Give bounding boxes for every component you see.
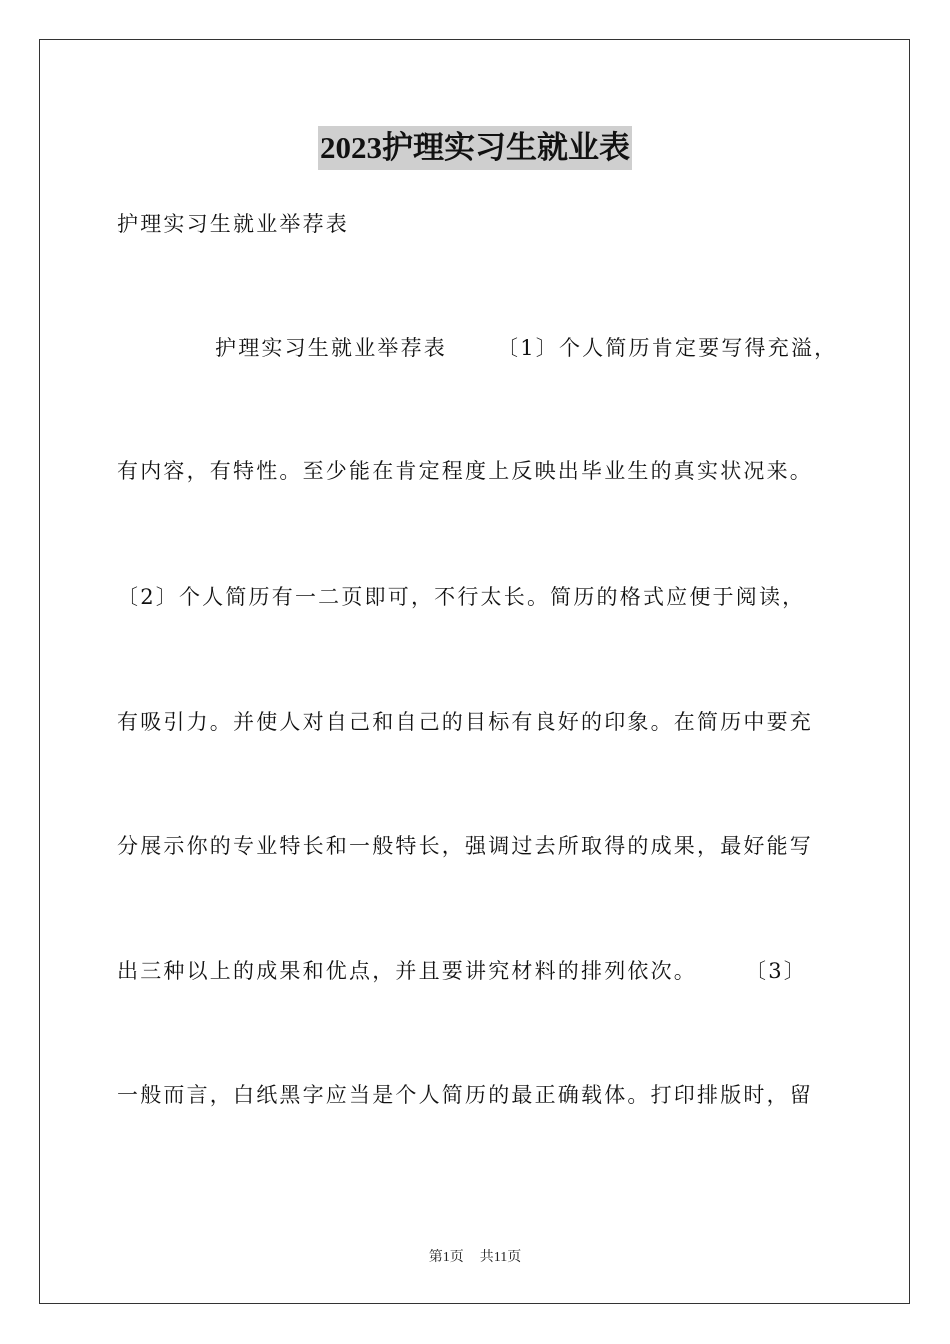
paragraph-line-1: [215, 333, 855, 363]
paragraph-line-7: 一般而言，白纸黑字应当是个人简历的最正确载体。打印排版时，留: [117, 1083, 813, 1107]
paragraph-line-5: 分展示你的专业特长和一般特长，强调过去所取得的成果，最好能写: [117, 834, 813, 858]
document-subtitle: 护理实习生就业举荐表: [117, 212, 349, 236]
paragraph-marker: 〔3〕: [745, 959, 807, 983]
paragraph-line-6: [117, 956, 837, 986]
page-total: 共11页: [479, 1250, 522, 1265]
paragraph-heading: 护理实习生就业举荐表: [215, 336, 447, 360]
page-footer: [0, 1246, 950, 1266]
paragraph-line-3: 〔2〕个人简历有一二页即可，不行太长。简历的格式应便于阅读，: [117, 585, 806, 609]
document-title: 2023护理实习生就业表: [318, 126, 632, 170]
paragraph-line-4: 有吸引力。并使人对自己和自己的目标有良好的印象。在简历中要充: [117, 710, 813, 734]
paragraph-line-2: 有内容，有特性。至少能在肯定程度上反映出毕业生的真实状况来。: [117, 459, 813, 483]
page-number: 第1页: [428, 1250, 464, 1265]
paragraph-text: 出三种以上的成果和优点，并且要讲究材料的排列依次。: [117, 959, 697, 983]
document-title-row: [0, 126, 950, 170]
paragraph-text: 〔1〕个人简历肯定要写得充溢，: [497, 336, 838, 360]
